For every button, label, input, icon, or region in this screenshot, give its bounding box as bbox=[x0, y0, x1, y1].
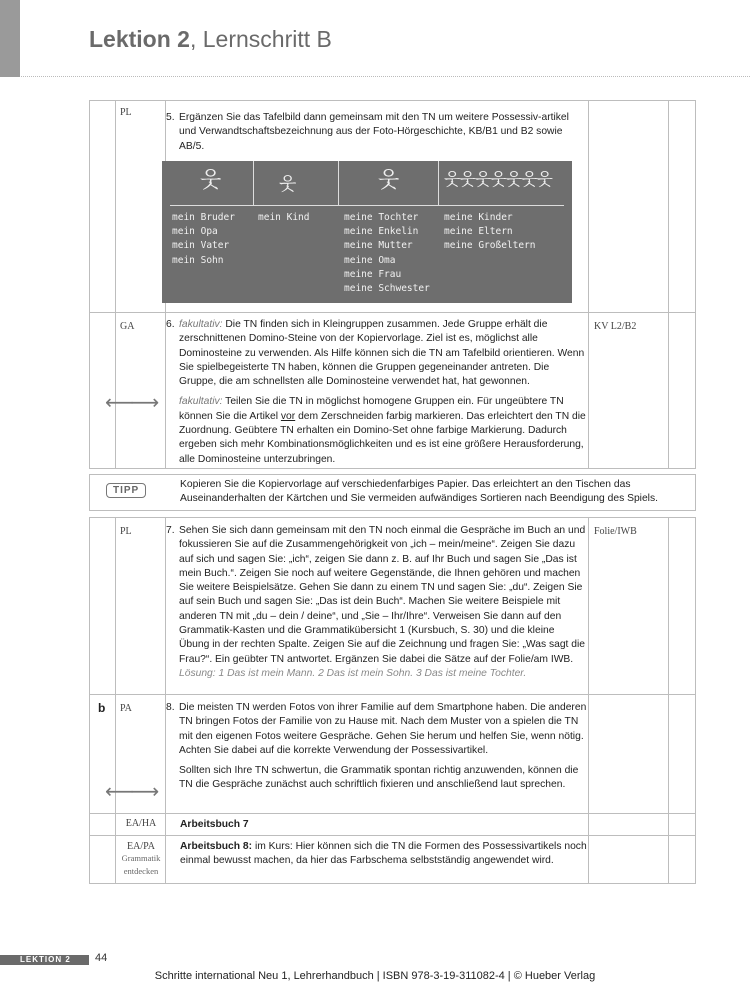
social-form: PL bbox=[120, 107, 132, 118]
tip-box bbox=[89, 474, 696, 511]
family-figures-icon: 웃웃웃웃웃웃웃 bbox=[444, 170, 552, 189]
board-column-1: mein Bruder mein Opa mein Vater mein Sohn bbox=[172, 212, 235, 266]
blackboard bbox=[162, 161, 572, 303]
differentiation-arrow-icon: ⟵⟶ bbox=[105, 781, 157, 803]
header-bar bbox=[0, 0, 20, 77]
steps-table-2 bbox=[89, 517, 696, 884]
section-marker: b bbox=[98, 701, 106, 715]
tip-badge: TIPP bbox=[106, 483, 146, 498]
workbook-7: Arbeitsbuch 7 bbox=[180, 819, 249, 830]
step-6-row bbox=[90, 312, 695, 468]
footer-lesson-label: LEKTION 2 bbox=[20, 955, 71, 964]
workbook-8: Arbeitsbuch 8: im Kurs: Hier können sich die TN die Formen des Possessivartikels noch einmal bewusst machen, da hier das Farbschema selbstständig angewendet wird. bbox=[180, 841, 587, 867]
social-form: PA bbox=[120, 703, 132, 714]
step-8-text: 8. Die meisten TN werden Fotos von ihrer Familie auf dem Smartphone haben. Die anderen TN bringen Fotos der Familie von zu Hause mit. Nach dem Muster von a spielen die TN mit den eigenen Fotos weitere Gespräche. Gehen Sie herum und helfen Sie, wenn nötig. Achten Sie dabei auf die korrekte Verwendung der Possessivartikel. Sollten sich Ihre TN schwertun, die Grammatik spontan richtig anzuwenden, können die TN die Gespräche zunächst auch schriftlich fixieren und anschließend laut sprechen. bbox=[166, 702, 587, 791]
social-form: EA/PA Grammatik entdecken bbox=[121, 841, 161, 876]
child-figure-icon: 웃 bbox=[279, 174, 297, 194]
step-6-text: 6. fakultativ: Die TN finden sich in Kleingruppen zusammen. Jede Gruppe erhält die zerschnittenen Domino-Steine von der Kopiervorlage. Ziel ist es, möglichst alle Dominosteine zu verwenden. Als Hilfe können sich die TN am Tafelbild orientieren. Wenn Sie spielbegeisterte TN haben, können die Gruppen gegeneinander antreten. Die Gruppe, die am schnellsten alle Dominosteine verwendet hat, hat gewonnen. fakultativ: Teilen Sie die TN in möglichst homogene Gruppen ein. Für ungeübtere TN können Sie die Artikel vor dem Zerschneiden farbig markieren. Das erleichtert den TN die Zuordnung. Geübtere TN erhalten ein Domino-Set ohne farbige Markierung. Dadurch ergeben sich mehr Kombinationsmöglichkeiten und es ist eine größere Herausforderung, alle Dominosteine unterzubringen. bbox=[166, 319, 586, 465]
page-number: 44 bbox=[95, 952, 108, 964]
page-title: Lektion 2, Lernschritt B bbox=[89, 26, 332, 52]
step-5-text: 5. Ergänzen Sie das Tafelbild dann gemeinsam mit den TN um weitere Possessiv-artikel und Verwandtschaftsbezeichnung aus der Foto-Hörgeschichte, KB/B1 und B2 sowie AB/5. bbox=[166, 112, 569, 152]
female-figure-icon: 웃 bbox=[378, 167, 400, 192]
social-form: PL bbox=[120, 526, 132, 537]
header-rule bbox=[21, 76, 750, 77]
male-figure-icon: 웃 bbox=[200, 167, 222, 192]
tip-text: Kopieren Sie die Kopiervorlage auf verschiedenfarbiges Papier. Das erleichtert an den Tischen das Auseinanderhalten der Kärtchen und Sie vermeiden aufwändiges Sortieren nach Beendigung des Spiels. bbox=[180, 479, 658, 505]
step-5-row bbox=[90, 101, 695, 312]
workbook-7-row bbox=[90, 813, 695, 835]
board-column-4: meine Kinder meine Eltern meine Großeltern bbox=[444, 212, 536, 252]
solution: Lösung: 1 Das ist mein Mann. 2 Das ist mein Sohn. 3 Das ist meine Tochter. bbox=[179, 667, 527, 679]
step-7-row bbox=[90, 518, 695, 694]
steps-table-1 bbox=[89, 100, 696, 469]
board-column-3: meine Tochter meine Enkelin meine Mutter meine Oma meine Frau meine Schwester bbox=[344, 212, 430, 295]
material: Folie/IWB bbox=[594, 526, 637, 537]
publication-line: Schritte international Neu 1, Lehrerhandbuch | ISBN 978-3-19-311082-4 | © Hueber Verlag bbox=[154, 970, 596, 982]
board-column-2: mein Kind bbox=[258, 212, 310, 223]
social-form: GA bbox=[120, 321, 135, 332]
step-7-text: 7. Sehen Sie sich dann gemeinsam mit den TN noch einmal die Gespräche im Buch an und fokussieren Sie auf die Zusammengehörigkeit von „ich – mein/meine“. Zeigen Sie dazu auf sich und sagen Sie: „ich“, zeigen Sie dann z. B. auf Ihr Buch und sagen Sie „Das ist mein Buch.“. Zeigen Sie noch auf weitere Gegenstände, die Ihnen gehören und machen Sie weitere Beispielsätze. Gehen Sie dann zu einem TN und sagen Sie: „du“. Zeigen Sie auf sein Buch und sagen Sie: „Das ist dein Buch“. Machen Sie weitere Beispiele mit anderen TN mit „du – dein / deine“, und „Sie – Ihr/Ihre“. Verweisen Sie dann auf den Grammatik-Kasten und die Grammatikübersicht 1 (Kursbuch, S. 30) und die kleine Übung in der rechten Spalte. Zeigen Sie auf die Zeichnung und fragen Sie: „Was sagt die Frau?“. Ein geübter TN antwortet. Ergänzen Sie dabei die Sätze auf der Folie/am IWB. Lösung: 1 Das ist mein Mann. 2 Das ist mein Sohn. 3 Das ist meine Tochter. bbox=[166, 524, 587, 681]
social-form: EA/HA bbox=[125, 818, 157, 829]
workbook-8-row bbox=[90, 835, 695, 883]
differentiation-arrow-icon: ⟵⟶ bbox=[105, 392, 157, 414]
material: KV L2/B2 bbox=[594, 321, 637, 332]
step-8-row bbox=[90, 694, 695, 813]
